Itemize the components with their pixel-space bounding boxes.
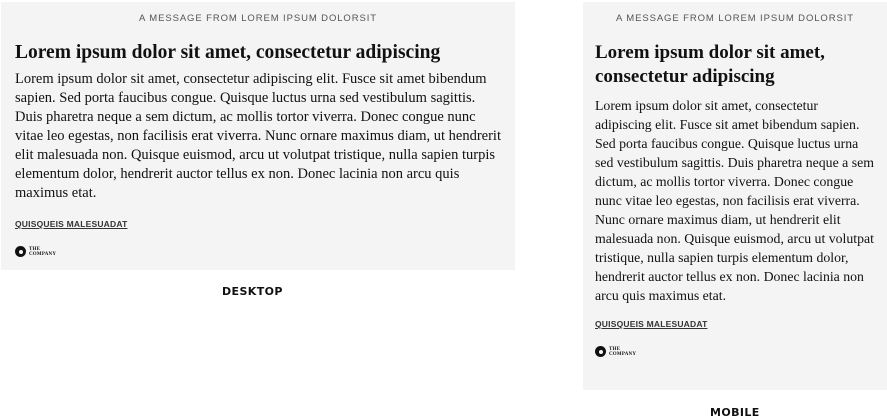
- company-logo-icon: [15, 246, 26, 257]
- headline: Lorem ipsum dolor sit amet, consectetur adipiscing: [595, 42, 825, 87]
- eyebrow-text: A MESSAGE FROM LOREM IPSUM DOLORSIT: [139, 13, 377, 24]
- company-logo-icon: [595, 346, 606, 357]
- logo-line-1: THE: [29, 246, 41, 252]
- body-text: Lorem ipsum dolor sit amet, consectetur adipiscing elit. Fusce sit amet bibendum sapien. Sed porta faucibus congue. Quisque luctus urna sed vestibulum sagittis. Duis pharetra neque a sem dictum, ac mollis tortor viverra. Donec congue nunc vitae leo egestas, non facilisis erat viverra. Nunc ornare maximus diam, ut hendrerit elit malesuada non. Quisque euismod, arcu ut volutpat tristique, nulla sapien turpis elementum dolor, hendrerit auctor tellus ex non. Donec lacinia non arcu quis maximus etat.: [595, 98, 874, 303]
- logo-line-2: COMPANY: [609, 351, 637, 357]
- desktop-caption: DESKTOP: [222, 285, 283, 298]
- mobile-caption: MOBILE: [710, 406, 760, 419]
- headline: Lorem ipsum dolor sit amet, consectetur adipiscing: [15, 42, 441, 63]
- desktop-preview-panel: [1, 2, 515, 270]
- eyebrow-text: A MESSAGE FROM LOREM IPSUM DOLORSIT: [616, 13, 854, 24]
- company-logo-text: [609, 347, 636, 357]
- company-logo-text: [29, 247, 56, 257]
- logo-line-1: THE: [609, 346, 621, 352]
- company-logo: [15, 246, 501, 257]
- cta-link[interactable]: QUISQUEIS MALESUADAT: [15, 219, 128, 229]
- company-logo: [595, 346, 875, 357]
- body-text: Lorem ipsum dolor sit amet, consectetur adipiscing elit. Fusce sit amet bibendum sapien. Sed porta faucibus congue. Quisque luctus urna sed vestibulum sagittis. Duis pharetra neque a sem dictum, ac mollis tortor viverra. Donec congue nunc vitae leo egestas, non facilisis erat viverra. Nunc ornare maximus diam, ut hendrerit elit malesuada non. Quisque euismod, arcu ut volutpat tristique, nulla sapien turpis elementum dolor, hendrerit auctor tellus ex non. Donec lacinia non arcu quis maximus etat.: [15, 71, 501, 201]
- cta-link[interactable]: QUISQUEIS MALESUADAT: [595, 319, 708, 329]
- logo-line-2: COMPANY: [29, 251, 57, 257]
- mobile-preview-panel: [583, 2, 887, 390]
